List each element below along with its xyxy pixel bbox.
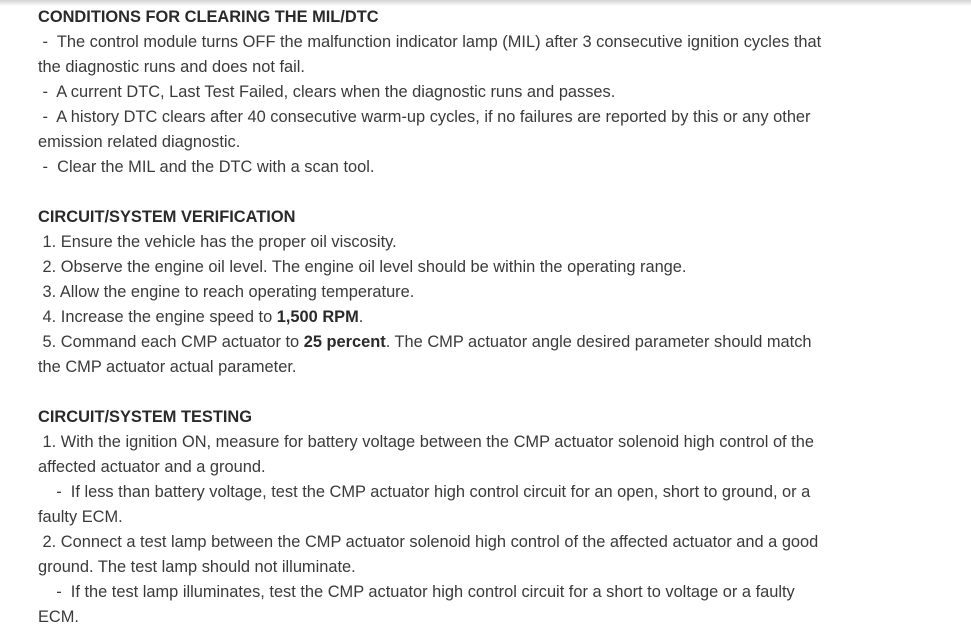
list-item: 3. Allow the engine to reach operating temperature. (38, 283, 415, 301)
bold-value: 1,500 RPM (276, 308, 359, 326)
list-item: 2. Observe the engine oil level. The engine oil level should be within the operating range. (38, 258, 687, 276)
document-body (38, 5, 838, 630)
list-item: 1. With the ignition ON, measure for battery voltage between the CMP actuator solenoid high control of the affected actuator and a ground. (38, 433, 814, 476)
bold-value: 25 percent (303, 333, 386, 351)
section-heading: CONDITIONS FOR CLEARING THE MIL/DTC (38, 8, 379, 26)
list-subitem: - If less than battery voltage, test the CMP actuator high control circuit for an open, short to ground, or a faulty ECM. (38, 483, 811, 526)
list-subitem: - If the test lamp illuminates, test the CMP actuator high control circuit for a short to voltage or a faulty ECM. (38, 583, 795, 626)
list-item: - A history DTC clears after 40 consecutive warm-up cycles, if no failures are reported by this or any other emission related diagnostic. (38, 108, 811, 151)
list-item: 4. Increase the engine speed to 1,500 RPM. (38, 308, 364, 326)
section-conditions-for-clearing (38, 5, 838, 180)
list-item: - The control module turns OFF the malfunction indicator lamp (MIL) after 3 consecutive ignition cycles that the diagnostic runs and does not fail. (38, 33, 822, 76)
list-item: - A current DTC, Last Test Failed, clears when the diagnostic runs and passes. (38, 83, 616, 101)
list-item: 5. Command each CMP actuator to 25 percent. The CMP actuator angle desired parameter should match the CMP actuator actual parameter. (38, 333, 812, 376)
section-heading: CIRCUIT/SYSTEM TESTING (38, 408, 252, 426)
list-item: 2. Connect a test lamp between the CMP actuator solenoid high control of the affected actuator and a good ground. The test lamp should not illuminate. (38, 533, 819, 576)
section-circuit-system-verification (38, 205, 838, 380)
list-item: 1. Ensure the vehicle has the proper oil viscosity. (38, 233, 397, 251)
list-item: - Clear the MIL and the DTC with a scan tool. (38, 158, 375, 176)
section-circuit-system-testing (38, 405, 838, 630)
section-heading: CIRCUIT/SYSTEM VERIFICATION (38, 208, 296, 226)
